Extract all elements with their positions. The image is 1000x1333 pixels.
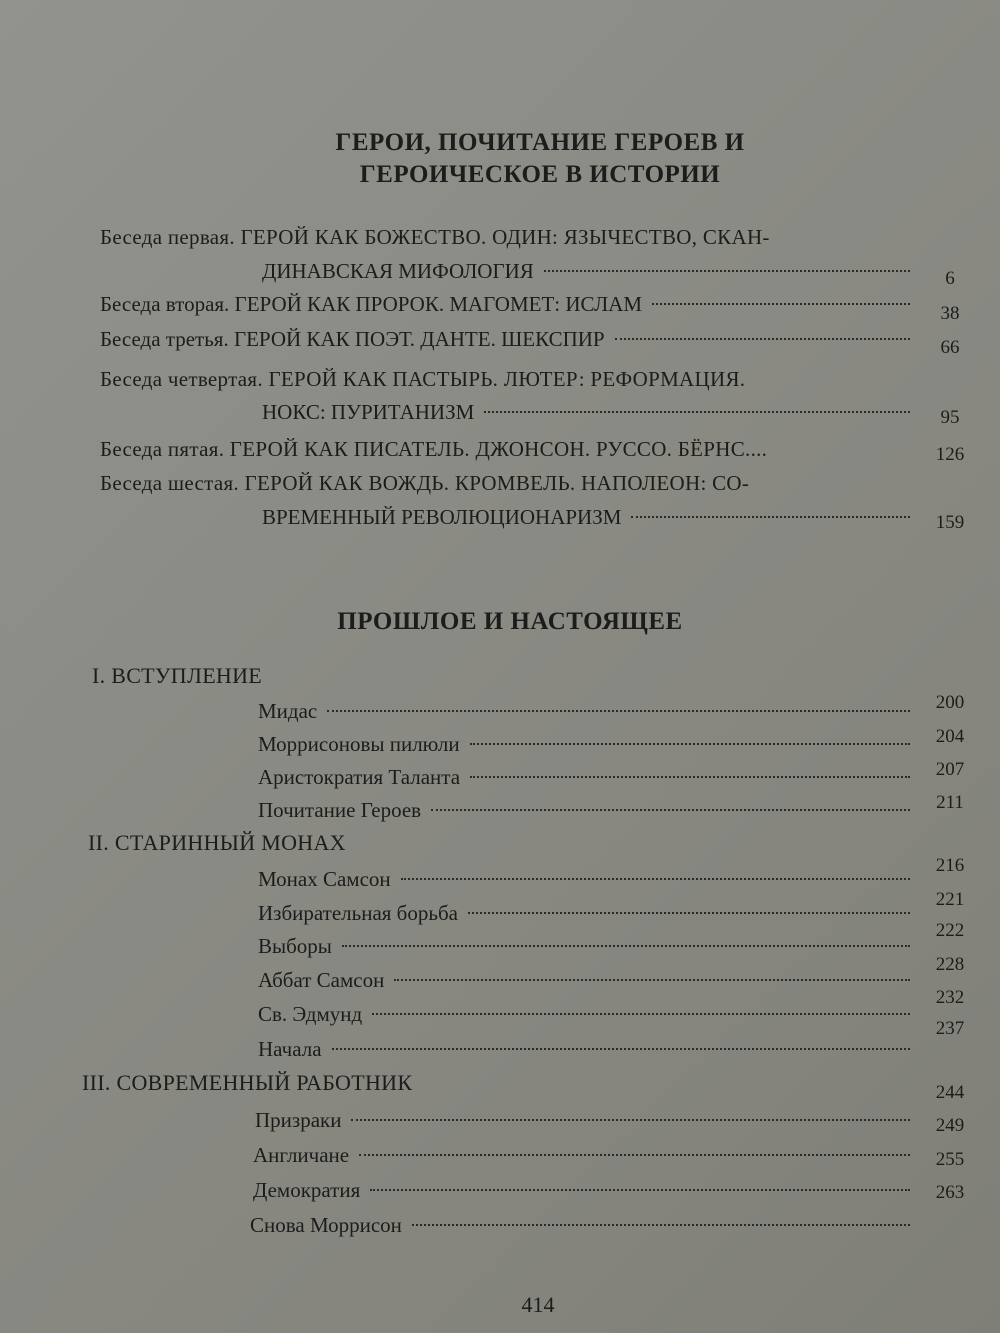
leader-dots xyxy=(351,1119,910,1121)
leader-dots xyxy=(652,303,910,305)
leader-dots xyxy=(401,878,910,880)
toc-item-page: 211 xyxy=(936,792,964,813)
toc-item-label: Св. Эдмунд xyxy=(258,1002,363,1026)
toc-item-page: 200 xyxy=(935,692,965,713)
toc-item-page: 207 xyxy=(935,759,965,780)
part1-title xyxy=(40,127,1000,191)
leader-dots xyxy=(412,1224,910,1226)
leader-dots xyxy=(342,945,910,947)
leader-dots xyxy=(359,1154,910,1156)
toc-item-page: 237 xyxy=(935,1018,965,1039)
toc-entry-5-line1 xyxy=(100,432,915,466)
toc-item xyxy=(253,1138,914,1172)
toc-item xyxy=(258,929,914,963)
leader-dots xyxy=(327,710,910,712)
toc-item-label: Аристократия Таланта xyxy=(258,765,461,789)
toc-entry-1-page: 6 xyxy=(945,268,955,289)
toc-item-label: Избирательная борьба xyxy=(258,901,458,925)
toc-entry-5-page: 126 xyxy=(935,444,965,465)
leader-dots xyxy=(544,270,910,272)
leader-dots xyxy=(370,1189,910,1191)
toc-entry-4-text-cont: НОКС: ПУРИТАНИЗМ xyxy=(262,400,475,424)
leader-dots xyxy=(615,338,910,340)
toc-entry-4-page: 95 xyxy=(940,407,960,428)
toc-item xyxy=(258,793,914,827)
toc-entry-3-page: 66 xyxy=(940,337,960,358)
toc-entry-4-text: Беседа четвертая. ГЕРОЙ КАК ПАСТЫРЬ. ЛЮТЕР: РЕФОРМАЦИЯ. xyxy=(100,367,746,391)
toc-item-page: 222 xyxy=(935,920,965,941)
toc-item xyxy=(258,694,914,728)
toc-item-label: Снова Моррисон xyxy=(250,1213,402,1237)
toc-entry-2-text: Беседа вторая. ГЕРОЙ КАК ПРОРОК. МАГОМЕТ: ИСЛАМ xyxy=(100,292,643,316)
toc-entry-1-line2 xyxy=(262,254,914,288)
toc-item-page: 228 xyxy=(935,954,965,975)
leader-dots xyxy=(468,912,910,914)
toc-item-page: 216 xyxy=(935,855,965,876)
toc-item-label: Начала xyxy=(258,1037,322,1061)
chapter-2-title: II. СТАРИННЫЙ МОНАХ xyxy=(88,830,346,855)
toc-item-page: 204 xyxy=(935,726,965,747)
toc-item-page: 255 xyxy=(935,1149,965,1170)
part2-title: ПРОШЛОЕ И НАСТОЯЩЕЕ xyxy=(337,608,683,635)
toc-item-label: Призраки xyxy=(255,1108,342,1132)
toc-entry-2-page: 38 xyxy=(940,303,960,324)
leader-dots xyxy=(332,1048,910,1050)
leader-dots xyxy=(431,809,910,811)
toc-entry-1-line1 xyxy=(100,220,915,254)
toc-entry-1-text: Беседа первая. ГЕРОЙ КАК БОЖЕСТВО. ОДИН: ЯЗЫЧЕСТВО, СКАН- xyxy=(100,225,770,249)
toc-entry-6-line1 xyxy=(100,466,915,500)
toc-item xyxy=(258,760,914,794)
toc-item-label: Моррисоновы пилюли xyxy=(258,732,460,756)
page-number: 414 xyxy=(521,1292,555,1317)
part1-title-line1: ГЕРОИ, ПОЧИТАНИЕ ГЕРОЕВ И xyxy=(335,129,745,156)
leader-dots xyxy=(484,411,910,413)
toc-item xyxy=(258,1032,914,1066)
leader-dots xyxy=(631,516,910,518)
toc-item xyxy=(258,963,914,997)
leader-dots xyxy=(394,979,910,981)
toc-item-label: Англичане xyxy=(253,1143,350,1167)
leader-dots xyxy=(470,776,910,778)
toc-item xyxy=(258,862,914,896)
toc-entry-4-line1 xyxy=(100,362,915,396)
toc-entry-6-text-cont: ВРЕМЕННЫЙ РЕВОЛЮЦИОНАРИЗМ xyxy=(262,505,622,529)
chapter-3-title: III. СОВРЕМЕННЫЙ РАБОТНИК xyxy=(82,1070,413,1095)
toc-item xyxy=(258,997,914,1031)
toc-item xyxy=(255,1103,914,1137)
leader-dots xyxy=(470,743,910,745)
toc-entry-6-line2 xyxy=(262,500,914,534)
toc-entry-6-text: Беседа шестая. ГЕРОЙ КАК ВОЖДЬ. КРОМВЕЛЬ. НАПОЛЕОН: СО- xyxy=(100,471,750,495)
toc-item-label: Аббат Самсон xyxy=(258,968,385,992)
toc-entry-3-line1 xyxy=(100,322,914,356)
toc-item xyxy=(250,1208,914,1242)
toc-entry-5-text: Беседа пятая. ГЕРОЙ КАК ПИСАТЕЛЬ. ДЖОНСОН. РУССО. БЁРНС.... xyxy=(100,437,768,461)
part1-title-line2: ГЕРОИЧЕСКОЕ В ИСТОРИИ xyxy=(359,161,721,188)
toc-item-label: Мидас xyxy=(258,699,318,723)
toc-item xyxy=(258,896,914,930)
toc-entry-4-line2 xyxy=(262,395,914,429)
toc-entry-6-page: 159 xyxy=(935,512,965,533)
toc-item-label: Монах Самсон xyxy=(258,867,391,891)
chapter-3-page: 244 xyxy=(935,1082,965,1103)
toc-item-page: 249 xyxy=(935,1115,965,1136)
toc-entry-1-text-cont: ДИНАВСКАЯ МИФОЛОГИЯ xyxy=(262,259,534,283)
toc-item-page: 232 xyxy=(935,987,965,1008)
leader-dots xyxy=(372,1013,910,1015)
toc-item-label: Выборы xyxy=(258,934,332,958)
toc-item-label: Почитание Героев xyxy=(258,798,422,822)
toc-entry-2-line1 xyxy=(100,287,914,321)
chapter-1-title: I. ВСТУПЛЕНИЕ xyxy=(92,663,263,688)
toc-item-page: 263 xyxy=(935,1182,965,1203)
toc-item-label: Демократия xyxy=(253,1178,361,1202)
toc-item-page: 221 xyxy=(935,889,965,910)
toc-entry-3-text: Беседа третья. ГЕРОЙ КАК ПОЭТ. ДАНТЕ. ШЕКСПИР xyxy=(100,327,605,351)
toc-item xyxy=(258,727,914,761)
toc-item xyxy=(253,1173,914,1207)
